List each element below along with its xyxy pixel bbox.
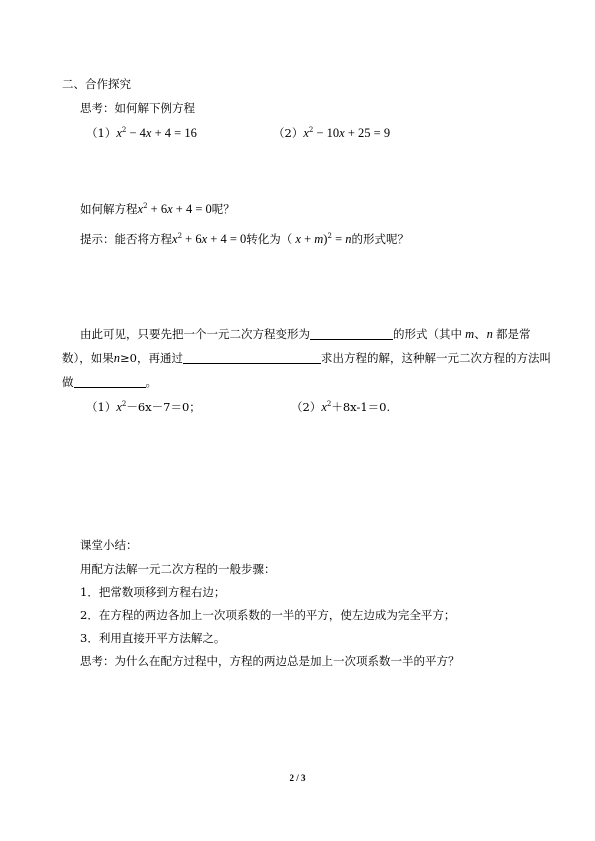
summary-step-2: 2．在方程的两边各加上一次项系数的一半的平方，使左边成为完全平方； (80, 608, 456, 622)
section-heading: 二、合作探究 (62, 77, 131, 91)
summary-question: 思考：为什么在配方过程中，方程的两边总是加上一次项系数一半的平方？ (80, 654, 460, 668)
question-lead: 如何解方程 (80, 202, 138, 216)
paragraph-text-6: 求出方程的解，这种解一元二次方程的方法叫 (320, 351, 551, 365)
hint-tail: 的形式呢？ (351, 232, 409, 246)
exercise-2: $(2)x^2+8x-1=0$. (291, 400, 391, 414)
question-line: 如何解方程$x^2 + 6x + 4 = 0$呢？ (80, 202, 235, 216)
hint-mid: 转化为（ (246, 232, 293, 246)
equation-2: $(2)x^2 - 10x + 25 = 9$ (273, 126, 391, 140)
exercise-1-label: （1） (86, 400, 117, 414)
hint-lead: 提示：能否将方程 (80, 232, 172, 246)
equation-2-label: （2） (273, 126, 304, 140)
paragraph-text-1: 由此可见，只要先把一个一元二次方程变形为 (80, 327, 310, 341)
summary-intro: 用配方法解一元二次方程的一般步骤： (80, 562, 276, 576)
exercise-2-text: ＋8x-1＝0. (331, 400, 391, 414)
paragraph-line-1: 由此可见，只要先把一个一元二次方程变形为 的形式（其中 m、n 都是常 (80, 327, 531, 341)
blank-method-name[interactable] (74, 376, 146, 388)
equation-1: $(1)x^2 - 4x + 4 = 16$ (86, 126, 197, 140)
paragraph-line-2: 数），如果n≥0，再通过 求出方程的解，这种解一元二次方程的方法叫 (62, 351, 551, 365)
paragraph-text-5: ≥0，再通过 (120, 351, 183, 365)
paragraph-text-4: 数），如果 (62, 351, 114, 365)
summary-step-1: 1．把常数项移到方程右边； (80, 585, 226, 599)
exercise-2-label: （2） (291, 400, 322, 414)
paragraph-text-3: 都是常 (496, 327, 531, 341)
paragraph-text-2: 的形式（其中 (393, 327, 462, 341)
summary-step-3: 3．利用直接开平方法解之。 (80, 631, 226, 645)
blank-form[interactable] (310, 328, 393, 340)
think-prompt: 思考：如何解下例方程 (80, 101, 195, 115)
page-number: 2 / 3 (289, 773, 306, 783)
hint-line: 提示：能否将方程$x^2 + 6x + 4 = 0$转化为（ x + m)$^2$ = n的形式呢？ (80, 232, 409, 246)
paragraph-line-3 (62, 375, 157, 389)
summary-title: 课堂小结： (80, 538, 138, 552)
exercise-1-text: －6x－7＝0； (126, 400, 201, 414)
question-tail: 呢？ (211, 202, 235, 216)
equation-1-label: （1） (86, 126, 117, 140)
paragraph-text-7: 做 (62, 375, 74, 389)
paragraph-text-8: 。 (145, 375, 157, 389)
exercise-1: $(1)x^2-6x-7=0$； (86, 400, 201, 414)
blank-method[interactable] (183, 352, 321, 364)
